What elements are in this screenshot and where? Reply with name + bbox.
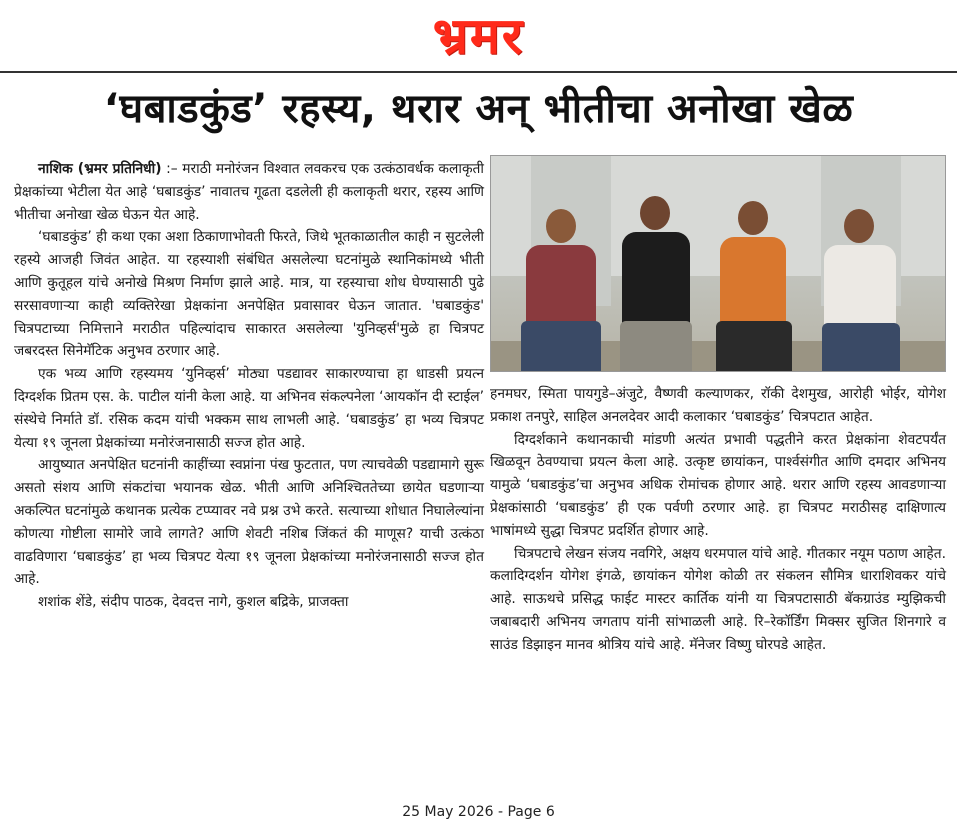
article-column-right [490, 383, 946, 657]
newspaper-logo: भ्रमर [432, 7, 525, 65]
body-paragraph: चित्रपटाचे लेखन संजय नवगिरे, अक्षय धरमपाल यांचे आहे. गीतकार नयूम पठाण आहेत. कलादिग्दर्शन योगेश इंगळे, छायांकन योगेश कोळी तर संकलन सौमित्र धाराशिवकर यांचे आहे. साऊथचे प्रसिद्ध फाईट मास्टर कार्तिक यांनी या चित्रपटासाठी बॅकग्राउंड म्युझिकची जबाबदारी अभिनय जगताप यांनी सांभाळली आहे. रि–रेकॉर्डिंग मिक्सर सुजित शिनगारे व साउंड डिझाइन मानव श्रोत्रिय यांचे आहे. मॅनेजर विष्णु घोरपडे आहेत. [490, 545, 946, 653]
photo-person [706, 191, 801, 371]
lead-paragraph [14, 158, 484, 226]
photo-person [606, 166, 706, 371]
body-paragraph: एक भव्य आणि रहस्यमय ‘युनिव्हर्स’ मोठ्या पडद्यावर साकारण्याचा हा धाडसी प्रयत्न दिग्दर्शक प्रितम एस. के. पाटील यांनी केला आहे. या अभिनव संकल्पनेला ‘आयकॉन दी स्टाईल’ संस्थेचे निर्माते डॉ. रसिक कदम यांची भक्कम साथ लाभली आहे. ‘घबाडकुंड’ हा भव्य चित्रपट येत्या १९ जूनला प्रेक्षकांच्या मनोरंजनासाठी सज्ज होत आहे. [14, 366, 484, 451]
body-paragraph: शशांक शेंडे, संदीप पाठक, देवदत्त नागे, कुशल बद्रिके, प्राजक्ता [38, 594, 349, 611]
masthead [0, 0, 957, 70]
dateline: नाशिक (भ्रमर प्रतिनिधी) [38, 161, 162, 177]
press-event-photo [490, 155, 946, 372]
article-headline: ‘घबाडकुंड’ रहस्य, थरार अन् भीतीचा अनोखा खेळ [103, 86, 854, 132]
masthead-divider [0, 71, 957, 73]
body-paragraph: हनमघर, स्मिता पायगुडे–अंजुटे, वैष्णवी कल्याणकर, रॉकी देशमुख, आरोही भोईर, योगेश प्रकाश तनपुरे, साहिल अनलदेवर आदी कलाकार ‘घबाडकुंड’ चित्रपटात आहेत. [490, 386, 946, 425]
photo-person [511, 201, 611, 371]
photo-person [806, 201, 916, 371]
page-footer-date: 25 May 2026 - Page 6 [402, 804, 555, 820]
article-column-left [14, 158, 484, 614]
body-paragraph: आयुष्यात अनपेक्षित घटनांनी काहींच्या स्वप्नांना पंख फुटतात, पण त्याचवेळी पडद्यामागे सुरू असतो संशय आणि संकटांचा भयानक खेळ. भीती आणि अनिश्चिततेच्या छायेत घडणाऱ्या अकल्पित घटनांमुळे कथानक प्रत्येक टप्प्यावर नवे प्रश्न उभे करते. सत्याच्या शोधात निघालेल्यांना कोणत्या गोष्टीला सामोरे जावे लागते? आणि शेवटी नशिब जिंकतं की माणूस? याची उत्कंठा वाढविणारा ‘घबाडकुंड’ हा भव्य चित्रपट येत्या १९ जूनला प्रेक्षकांच्या मनोरंजनासाठी सज्ज होत आहे. [14, 457, 484, 588]
body-paragraph: दिग्दर्शकाने कथानकाची मांडणी अत्यंत प्रभावी पद्धतीने करत प्रेक्षकांना शेवटपर्यंत खिळवून ठेवण्याचा प्रयत्न केला आहे. उत्कृष्ट छायांकन, पार्श्वसंगीत आणि दमदार अभिनय यामुळे ‘घबाडकुंड’चा अनुभव अधिक रोमांचक होणार आहे. थरार आणि रहस्य आवडणाऱ्या प्रेक्षकांसाठी ‘घबाडकुंड’ ही एक पर्वणी ठरणार आहे. हा चित्रपट मराठीसह दाक्षिणात्य भाषांमध्ये सुद्धा चित्रपट प्रदर्शित होणार आहे. [490, 431, 946, 539]
body-paragraph: ‘घबाडकुंड’ ही कथा एका अशा ठिकाणाभोवती फिरते, जिथे भूतकाळातील काही न सुटलेली रहस्ये आजही जिवंत आहेत. या रहस्याशी संबंधित असलेल्या घटनांमुळे स्थानिकांमध्ये भीती आणि कुतूहल यांचे अनोखे मिश्रण निर्माण झाले आहे. मात्र, या रहस्याचा शोध घेण्यासाठी पुढे सरसावणाऱ्या काही व्यक्तिरेखा प्रेक्षकांना अनपेक्षित प्रवासावर घेऊन जातात. 'घबाडकुंड' चित्रपटाच्या निमित्ताने मराठीत पहिल्यांदाच साकारत असलेल्या 'युनिव्हर्स'मुळे हा चित्रपट जबरदस्त सिनेमॅटिक अनुभव ठरणार आहे. [14, 229, 484, 360]
lead-text: :– मराठी मनोरंजन विश्वात लवकरच एक उत्कंठावर्धक कलाकृती प्रेक्षकांच्या भेटीला येत आहे ‘घबाडकुंड’ नावातच गूढता दडलेली ही कलाकृती थरार, रहस्य आणि भीतीचा अनोखा खेळ घेऊन येत आहे. [14, 161, 484, 223]
